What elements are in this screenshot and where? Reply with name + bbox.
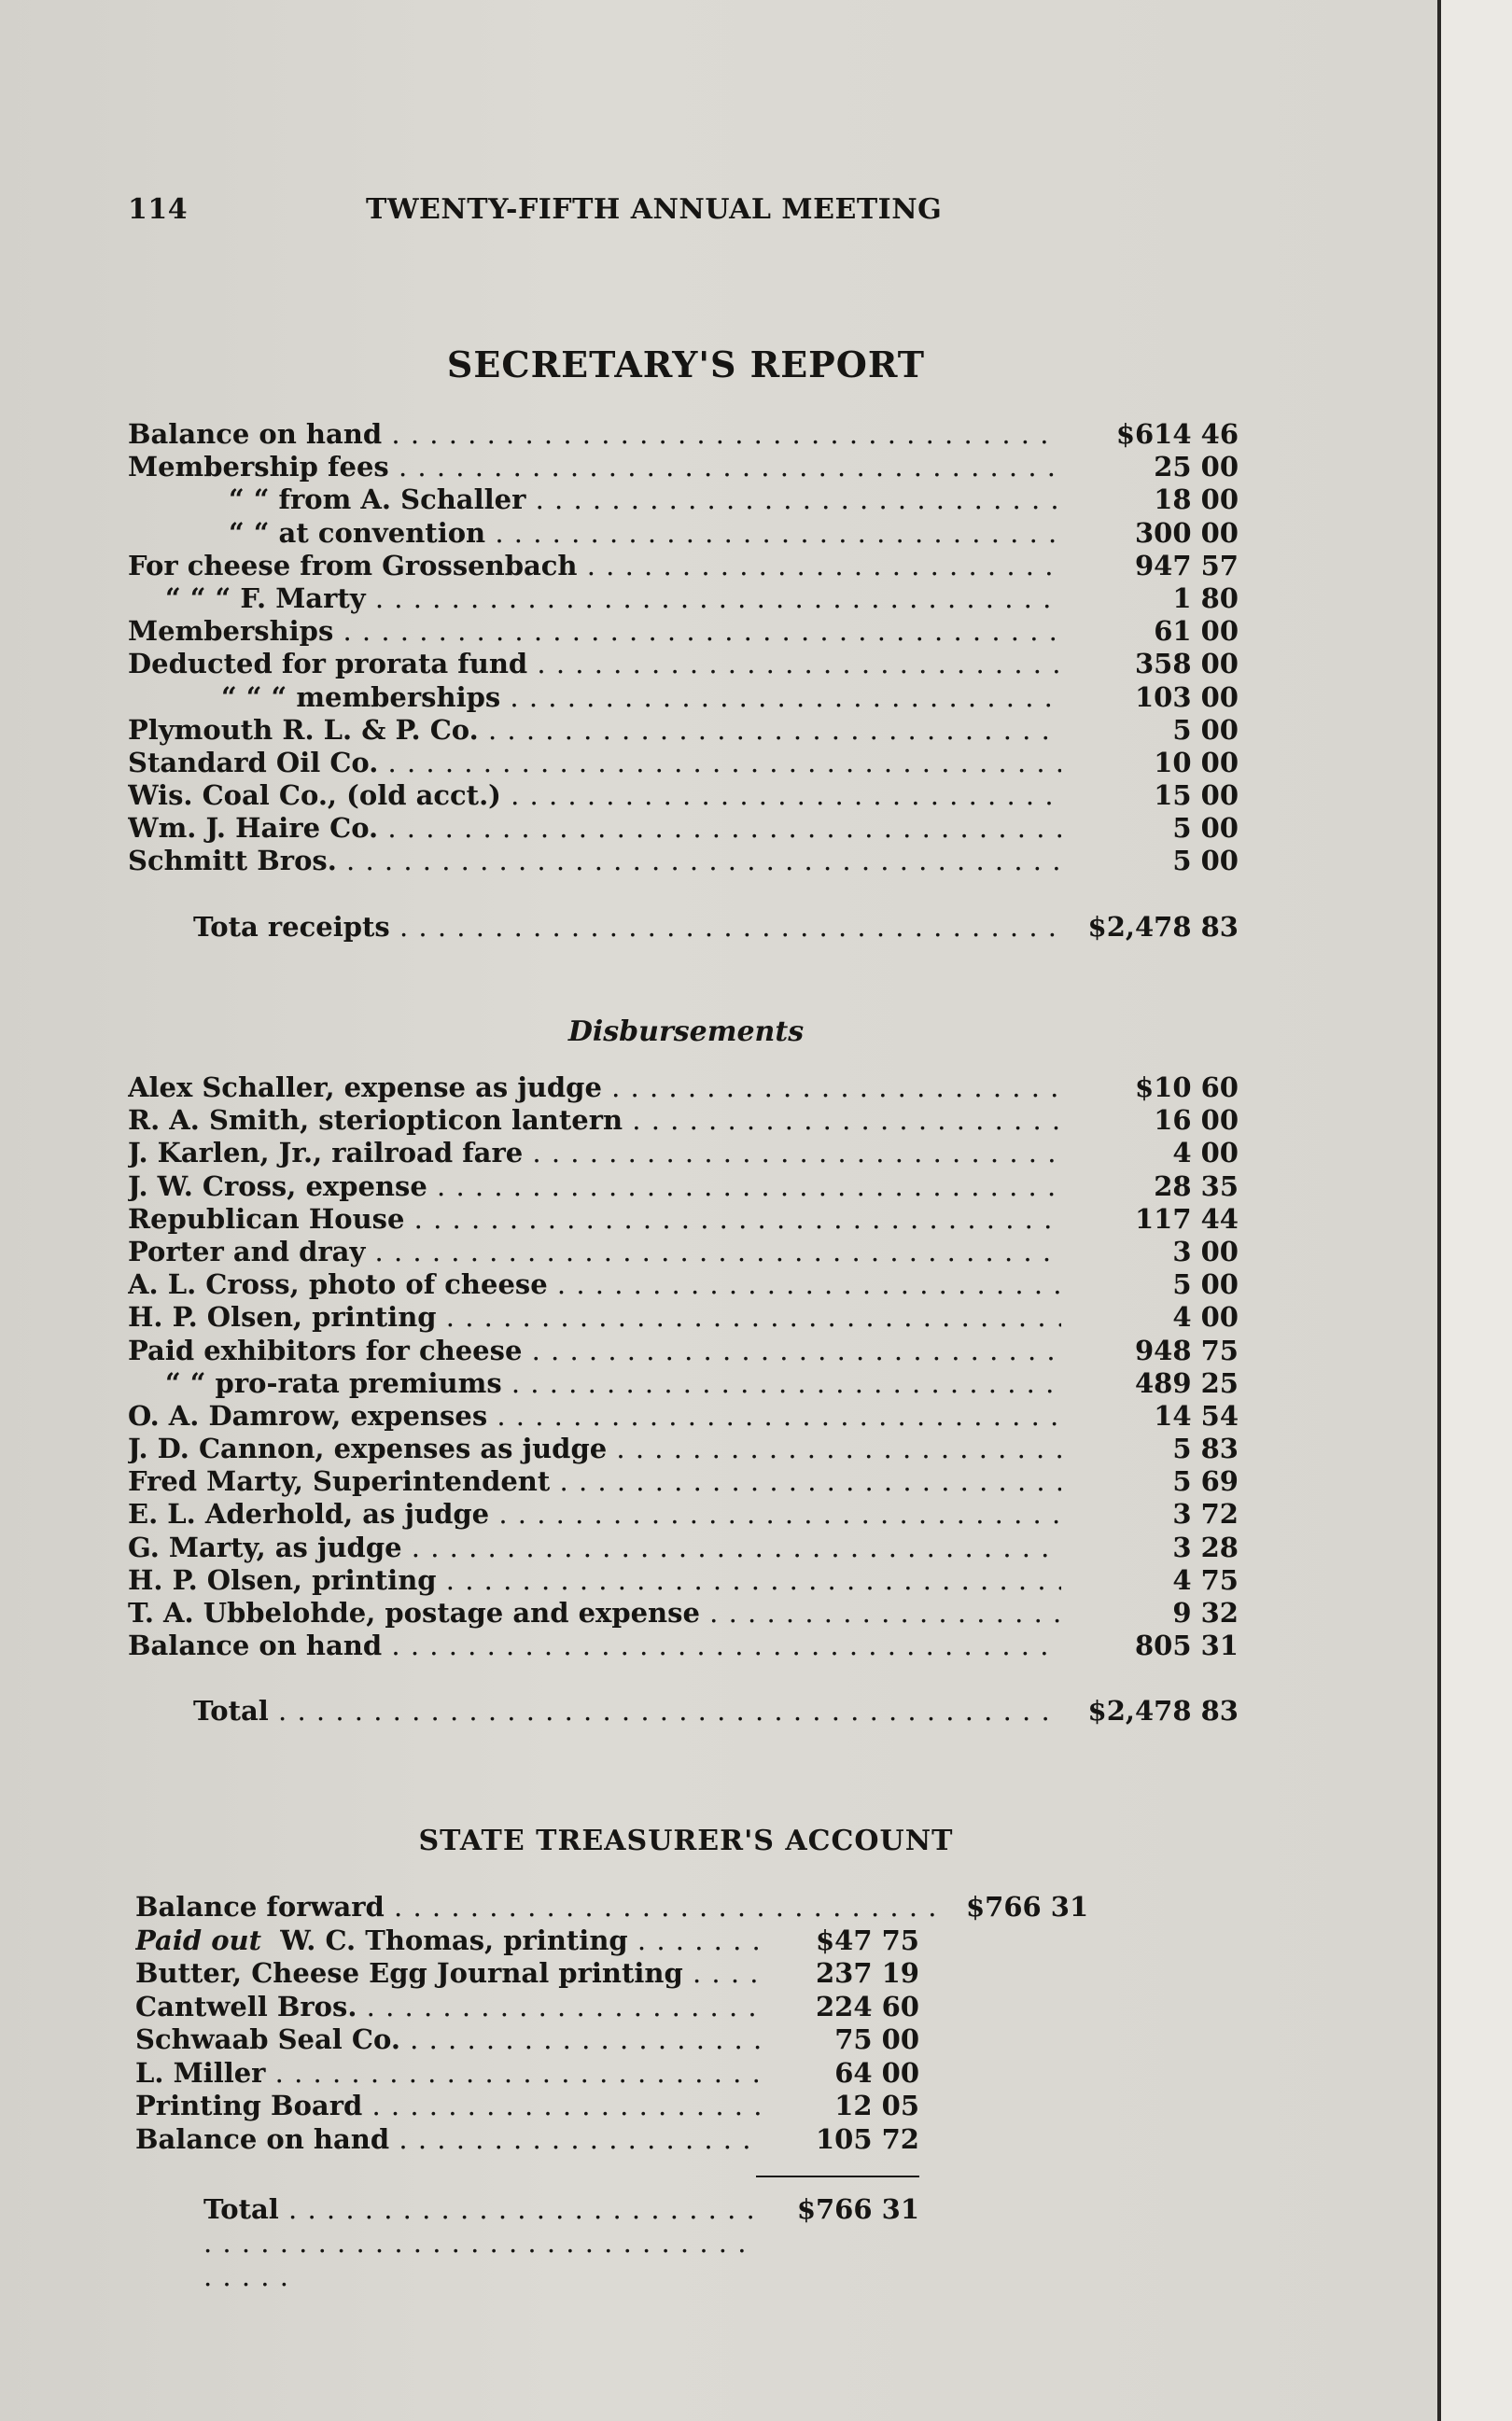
treasurer-total-amount: $766 31 (796, 2193, 919, 2225)
disbursement-amount: 3 28 (1172, 1531, 1239, 1563)
disbursement-row (128, 1301, 1239, 1334)
receipt-amount: 947 57 (1135, 549, 1239, 581)
treasurer-item-label: Balance on hand . . . (135, 2123, 761, 2157)
treasurer-item-amount: 105 72 (816, 2122, 919, 2155)
disbursement-amount: 9 32 (1172, 1597, 1239, 1629)
treasurer-item-label: Schwaab Seal Co. . . . (135, 2023, 761, 2057)
disbursement-label: J. Karlen, Jr., railroad fare . . . (128, 1137, 1061, 1169)
receipt-amount: 1 80 (1172, 581, 1239, 614)
running-title: TWENTY-FIFTH ANNUAL MEETING (366, 193, 943, 226)
receipt-label: Standard Oil Co. . . . (128, 747, 1061, 779)
treasurer-item-row (135, 2090, 1087, 2123)
disbursement-row (128, 1564, 1239, 1597)
disbursement-amount: 3 00 (1172, 1235, 1239, 1267)
treasurer-item-label: L. Miller . . . (135, 2057, 761, 2091)
treasurer-item-amount: 237 19 (816, 1957, 919, 1989)
state-treasurer-title: STATE TREASURER'S ACCOUNT (418, 1825, 954, 1857)
treasurer-item-amount: 75 00 (834, 2023, 919, 2055)
disbursement-amount: 3 72 (1172, 1498, 1239, 1531)
receipt-row (128, 483, 1239, 516)
total-receipts-label: Tota receipts . . . (128, 911, 1061, 944)
receipt-row (128, 812, 1239, 845)
balance-forward-amount: $766 31 (966, 1891, 1089, 1923)
total-disbursements-row (128, 1695, 1239, 1728)
disbursement-label: A. L. Cross, photo of cheese . . . (128, 1268, 1061, 1301)
receipt-label: “ “ at convention . . . (128, 517, 1061, 550)
treasurer-item-row (135, 2057, 1087, 2091)
receipt-label: Plymouth R. L. & P. Co. . . . (128, 714, 1061, 747)
treasurer-item-row (135, 1991, 1087, 2024)
receipt-amount: 61 00 (1154, 615, 1239, 648)
receipt-label: Wis. Coal Co., (old acct.) . . . (128, 779, 1061, 812)
disbursement-amount: 4 00 (1172, 1137, 1239, 1169)
treasurer-item-row (135, 2123, 1087, 2157)
disbursement-amount: 4 00 (1172, 1301, 1239, 1334)
secretary-report-title: SECRETARY'S REPORT (446, 343, 926, 385)
disbursement-row (128, 1630, 1239, 1662)
disbursement-row (128, 1268, 1239, 1301)
paid-out-prefix: Paid out (135, 1924, 262, 1956)
treasurer-item-label: Butter, Cheese Egg Journal printing . . . (135, 1957, 761, 1991)
receipt-row (128, 451, 1239, 483)
disbursement-amount: 489 25 (1135, 1366, 1239, 1399)
disbursement-label: Balance on hand . . . (128, 1630, 1061, 1662)
disbursement-label: Fred Marty, Superintendent . . . (128, 1465, 1061, 1498)
receipt-amount: 18 00 (1154, 483, 1239, 516)
treasurer-total-row (135, 2192, 1087, 2226)
receipt-row (128, 615, 1239, 648)
sum-rule (756, 2176, 919, 2177)
receipt-label: Schmitt Bros. . . . (128, 845, 1061, 877)
disbursement-row (128, 1071, 1239, 1104)
receipt-amount: 300 00 (1135, 516, 1239, 549)
receipt-amount: 15 00 (1154, 779, 1239, 812)
receipt-row (128, 779, 1239, 812)
disbursement-label: G. Marty, as judge . . . (128, 1532, 1061, 1564)
disbursement-label: R. A. Smith, steriopticon lantern . . . (128, 1104, 1061, 1137)
disbursement-label: Paid exhibitors for cheese . . . (128, 1335, 1061, 1367)
disbursement-row (128, 1137, 1239, 1169)
receipt-label: “ “ “ F. Marty . . . (128, 582, 1061, 615)
disbursement-amount: 5 00 (1172, 1268, 1239, 1301)
disbursement-row (128, 1433, 1239, 1465)
disbursements-title: Disbursements (567, 1015, 805, 1048)
disbursement-row (128, 1104, 1239, 1137)
treasurer-item-amount: 12 05 (834, 2090, 919, 2121)
receipt-label: For cheese from Grossenbach . . . (128, 550, 1061, 582)
receipt-label: “ “ “ memberships . . . (128, 681, 1061, 714)
disbursement-label: Alex Schaller, expense as judge . . . (128, 1071, 1061, 1104)
receipt-row (128, 681, 1239, 714)
total-receipts-amount: $2,478 83 (1087, 910, 1239, 943)
treasurer-item-row (135, 1957, 1087, 1991)
disbursement-amount: 5 83 (1172, 1433, 1239, 1465)
disbursement-amount: 14 54 (1154, 1399, 1239, 1432)
receipt-label: “ “ from A. Schaller . . . (128, 483, 1061, 516)
disbursement-label: E. L. Aderhold, as judge . . . (128, 1498, 1061, 1531)
treasurer-item-text: W. C. Thomas, printing (280, 1924, 628, 1956)
treasurer-item-amount: 64 00 (834, 2056, 919, 2089)
receipt-amount: 5 00 (1172, 845, 1239, 877)
receipt-amount: $614 46 (1115, 418, 1239, 450)
treasurer-item-amount: 224 60 (816, 1990, 919, 2022)
receipt-row (128, 714, 1239, 747)
receipt-amount: 10 00 (1154, 746, 1239, 778)
disbursement-row (128, 1597, 1239, 1630)
treasurer-item-label: Printing Board . . . (135, 2090, 761, 2123)
state-treasurer-ledger (135, 1891, 1087, 2156)
treasurer-item-row (135, 2023, 1087, 2057)
treasurer-total-label: Total . . . (135, 2192, 761, 2293)
disbursement-label: J. W. Cross, expense . . . (128, 1170, 1061, 1203)
disbursement-amount: 28 35 (1154, 1169, 1239, 1202)
receipt-amount: 103 00 (1135, 680, 1239, 713)
receipt-row (128, 845, 1239, 877)
disbursement-row (128, 1367, 1239, 1400)
receipt-row (128, 648, 1239, 680)
disbursement-label: T. A. Ubbelohde, postage and expense . . . (128, 1597, 1061, 1630)
disbursement-amount: 4 75 (1172, 1563, 1239, 1596)
disbursement-label: H. P. Olsen, printing . . . (128, 1564, 1061, 1597)
disbursement-label: O. A. Damrow, expenses . . . (128, 1400, 1061, 1433)
disbursement-amount: 5 69 (1172, 1465, 1239, 1498)
total-receipts-row (128, 911, 1239, 944)
receipts-ledger (128, 418, 1239, 944)
disbursement-amount: $10 60 (1135, 1071, 1239, 1103)
disbursement-row (128, 1170, 1239, 1203)
receipt-amount: 5 00 (1172, 812, 1239, 845)
disbursement-row (128, 1400, 1239, 1433)
total-disbursements-label: Total . . . (128, 1695, 1061, 1728)
balance-forward-label: Balance forward . . . (135, 1891, 938, 1924)
receipt-label: Deducted for prorata fund . . . (128, 648, 1061, 680)
receipt-label: Balance on hand . . . (128, 418, 1061, 451)
receipt-label: Memberships . . . (128, 615, 1061, 648)
disbursement-amount: 117 44 (1135, 1202, 1239, 1235)
receipt-amount: 5 00 (1172, 713, 1239, 746)
disbursement-row (128, 1532, 1239, 1564)
disbursement-row (128, 1335, 1239, 1367)
receipt-row (128, 517, 1239, 550)
receipt-row (128, 550, 1239, 582)
disbursement-label: J. D. Cannon, expenses as judge . . . (128, 1433, 1061, 1465)
disbursement-amount: 805 31 (1135, 1630, 1239, 1662)
page-number: 114 (128, 193, 189, 226)
receipt-row (128, 747, 1239, 779)
total-disbursements-amount: $2,478 83 (1087, 1695, 1239, 1728)
treasurer-item-label (135, 1924, 761, 1958)
disbursement-row (128, 1498, 1239, 1531)
disbursement-amount: 948 75 (1135, 1334, 1239, 1366)
binding-gutter (1437, 0, 1512, 2421)
receipt-row (128, 582, 1239, 615)
receipt-label: Membership fees . . . (128, 451, 1061, 483)
disbursement-row (128, 1203, 1239, 1236)
disbursement-label: Porter and dray . . . (128, 1236, 1061, 1268)
disbursement-row (128, 1236, 1239, 1268)
receipt-amount: 358 00 (1135, 648, 1239, 680)
treasurer-item-amount: $47 75 (816, 1924, 919, 1956)
disbursement-amount: 16 00 (1154, 1104, 1239, 1137)
disbursement-label: Republican House . . . (128, 1203, 1061, 1236)
treasurer-item-row (135, 1924, 1087, 1958)
disbursement-label: H. P. Olsen, printing . . . (128, 1301, 1061, 1334)
receipt-row (128, 418, 1239, 451)
treasurer-item-label: Cantwell Bros. . . . (135, 1991, 761, 2024)
receipt-amount: 25 00 (1154, 451, 1239, 483)
receipt-label: Wm. J. Haire Co. . . . (128, 812, 1061, 845)
balance-forward-row (135, 1891, 1087, 1924)
disbursement-label: “ “ pro-rata premiums . . . (128, 1367, 1061, 1400)
disbursement-row (128, 1465, 1239, 1498)
disbursements-ledger (128, 1071, 1239, 1728)
